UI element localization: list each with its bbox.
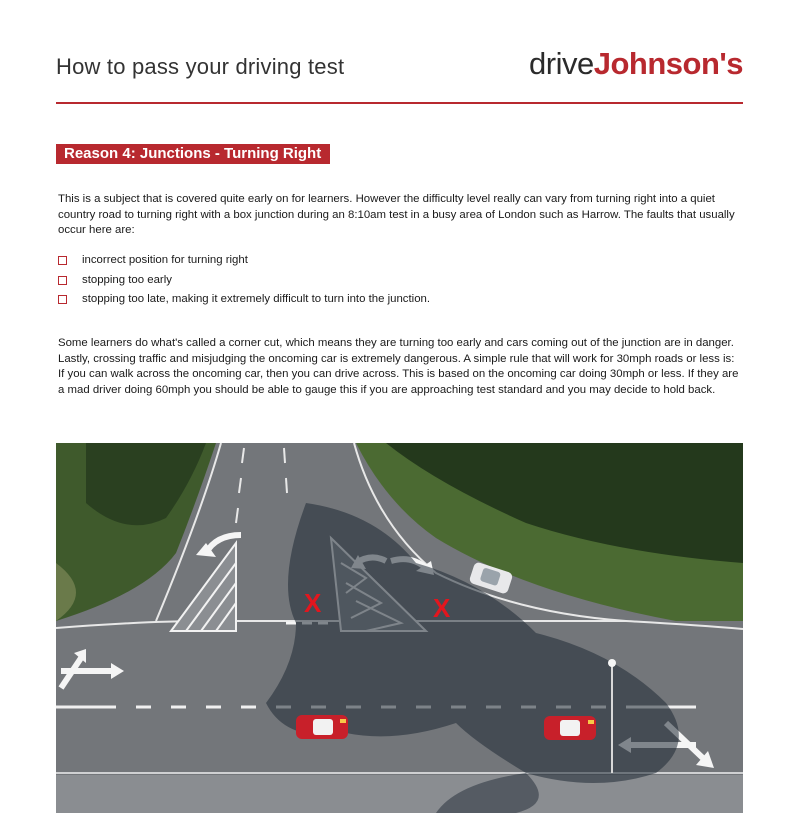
fault-marker-x-right: X [433, 593, 451, 623]
header-divider [56, 102, 743, 104]
fault-marker-x-left: X [304, 588, 322, 618]
section-heading: Reason 4: Junctions - Turning Right [56, 144, 330, 164]
page-header-title: How to pass your driving test [56, 54, 345, 79]
junction-aerial-photo [56, 443, 743, 813]
checkbox-bullet-icon [58, 256, 67, 265]
list-item [58, 292, 430, 312]
checkbox-bullet-icon [58, 295, 67, 304]
fault-text: incorrect position for turning right [82, 254, 248, 266]
checkbox-bullet-icon [58, 276, 67, 285]
list-item [58, 273, 430, 293]
logo-brand: Johnson's [593, 46, 743, 81]
fault-text: stopping too early [82, 273, 172, 286]
drive-johnsons-logo [529, 46, 743, 82]
intro-paragraph: This is a subject that is covered quite early on for learners. However the difficulty level really can vary from turning right into a quiet country road to turning right with a box junction during an 8:10am test in a busy area of London such as Harrow. The faults that usually occur here are: [58, 193, 735, 236]
logo-prefix: drive [529, 46, 594, 81]
fault-text: stopping too late, making it extremely difficult to turn into the junction. [82, 293, 431, 305]
list-item [58, 253, 430, 273]
faults-list [58, 253, 430, 312]
body-paragraph: Some learners do what's called a corner cut, which means they are turning too early and cars coming out of the junction are in danger. Lastly, crossing traffic and misjudging the oncoming car is extremely dangerous. A simple rule that will work for 30mph roads or less is: If you can walk across the oncoming car, then you can drive across. This is based on the oncoming car doing 30mph or less. If they are a mad driver doing 60mph you should be able to gauge this if you are approaching test standard and you may decide to hold back. [58, 337, 739, 396]
